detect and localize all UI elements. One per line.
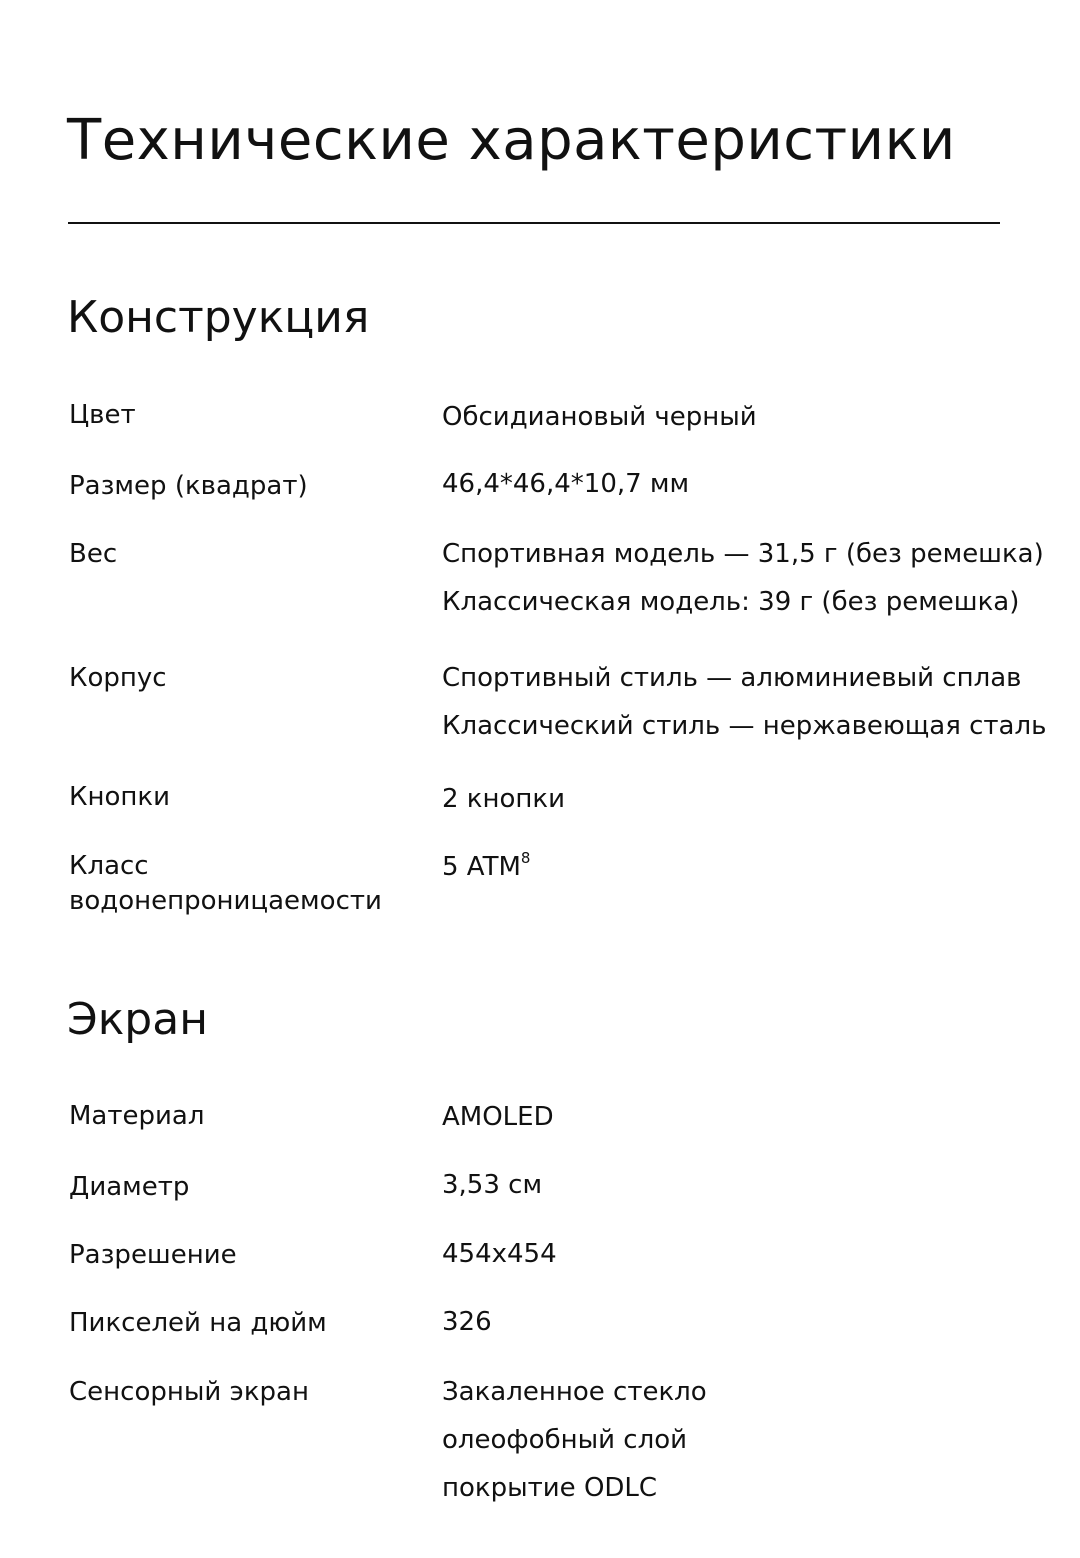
spec-label-diameter: Диаметр — [69, 1172, 190, 1202]
spec-value-water — [442, 850, 530, 884]
spec-value-body-classic: Классический стиль — нержавеющая сталь — [442, 711, 1047, 741]
spec-value-size: 46,4*46,4*10,7 мм — [442, 469, 690, 499]
spec-value-color: Обсидиановый черный — [442, 402, 757, 432]
spec-value-buttons: 2 кнопки — [442, 784, 566, 814]
spec-label-material: Материал — [69, 1101, 205, 1131]
spec-value-body-sport: Спортивный стиль — алюминиевый сплав — [442, 663, 1022, 693]
section-title-screen: Экран — [67, 994, 208, 1045]
spec-value-diameter: 3,53 см — [442, 1170, 543, 1200]
spec-value-touch-glass: Закаленное стекло — [442, 1377, 707, 1407]
title-divider — [68, 222, 1000, 224]
spec-label-weight: Вес — [69, 539, 118, 569]
spec-value-resolution: 454x454 — [442, 1239, 557, 1269]
spec-value-touch-oleophobic: олеофобный слой — [442, 1425, 688, 1455]
spec-value-ppi: 326 — [442, 1307, 492, 1337]
spec-label-resolution: Разрешение — [69, 1240, 237, 1270]
spec-label-water-line2: водонепроницаемости — [69, 886, 382, 916]
spec-label-color: Цвет — [69, 400, 136, 430]
spec-label-touchscreen: Сенсорный экран — [69, 1377, 309, 1407]
spec-label-buttons: Кнопки — [69, 782, 170, 812]
spec-label-size: Размер (квадрат) — [69, 471, 308, 501]
spec-label-ppi: Пикселей на дюйм — [69, 1308, 327, 1338]
spec-label-body: Корпус — [69, 663, 167, 693]
spec-value-weight-sport: Спортивная модель — 31,5 г (без ремешка) — [442, 539, 1044, 569]
spec-label-water-line1: Класс — [69, 851, 149, 881]
page-title: Технические характеристики — [67, 108, 956, 173]
section-title-construction: Конструкция — [67, 292, 370, 343]
spec-value-weight-classic: Классическая модель: 39 г (без ремешка) — [442, 587, 1020, 617]
footnote-marker: 8 — [520, 849, 531, 867]
spec-value-material: AMOLED — [442, 1102, 554, 1132]
spec-value-touch-coating: покрытие ODLC — [442, 1473, 658, 1503]
spec-value-water-text: 5 ATM — [442, 852, 521, 882]
